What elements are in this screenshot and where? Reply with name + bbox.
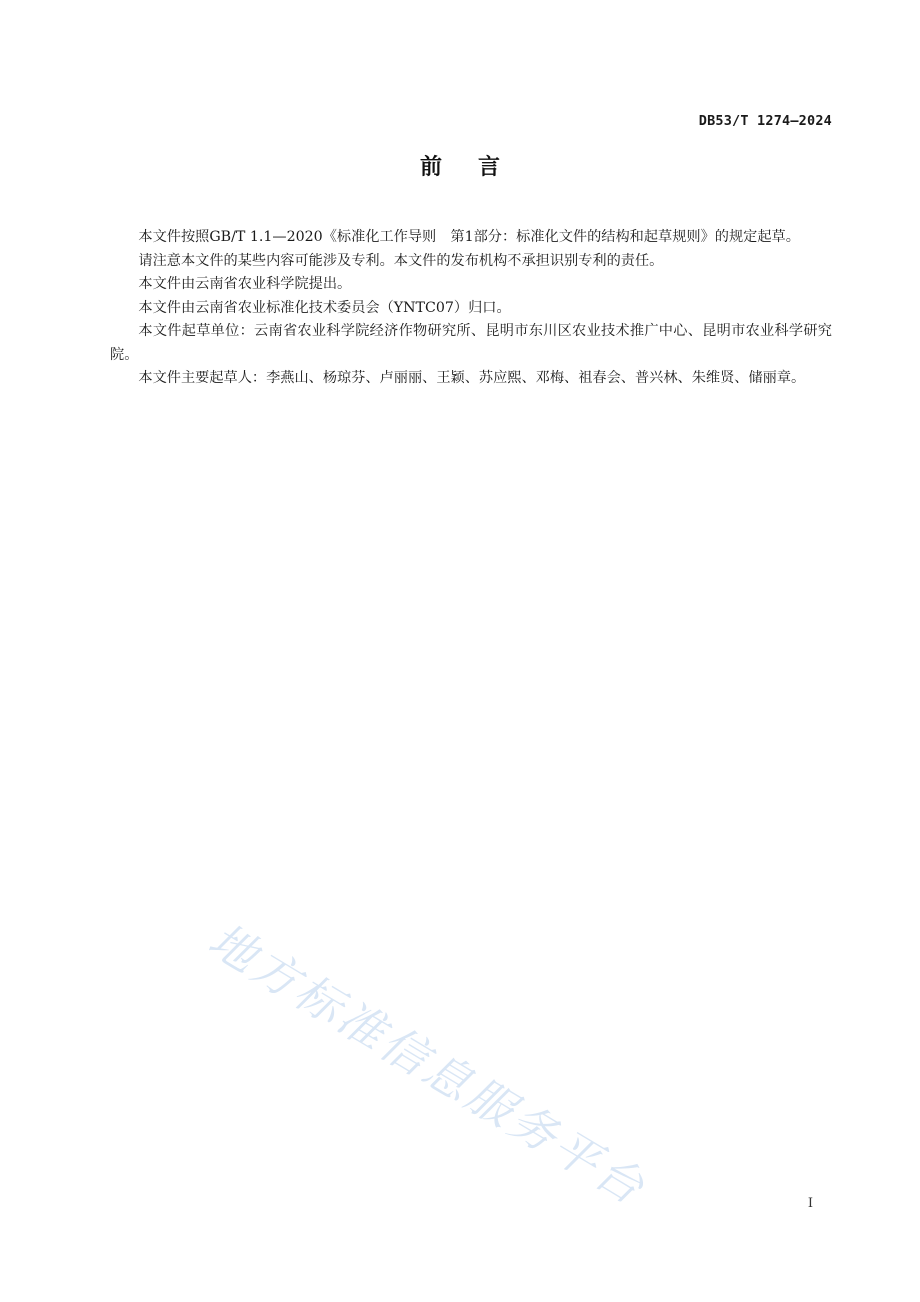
paragraph-drafting-units: 本文件起草单位：云南省农业科学院经济作物研究所、昆明市东川区农业技术推广中心、昆明市农业科学研究院。: [110, 323, 832, 363]
page-title: 前言: [419, 155, 536, 180]
paragraph-drafting-rules: 本文件按照GB/T 1.1—2020《标准化工作导则 第1部分：标准化文件的结构和起草规则》的规定起草。: [138, 229, 800, 245]
paragraph-centralized-unit: 本文件由云南省农业标准化技术委员会（YNTC07）归口。: [138, 299, 511, 316]
paragraph-proposer: 本文件由云南省农业科学院提出。: [138, 276, 352, 292]
foreword-body: [110, 226, 832, 391]
watermark: 地方标准信息服务平台: [199, 912, 656, 1217]
paragraph-patent-notice: 请注意本文件的某些内容可能涉及专利。本文件的发布机构不承担识别专利的责任。: [138, 252, 664, 269]
document-code: DB53/T 1274—2024: [698, 113, 832, 129]
page-number: I: [807, 1196, 813, 1211]
paragraph-drafters: 本文件主要起草人：李燕山、杨琼芬、卢丽丽、王颖、苏应熙、邓梅、祖春会、普兴林、朱维贤、储丽章。: [138, 370, 806, 386]
